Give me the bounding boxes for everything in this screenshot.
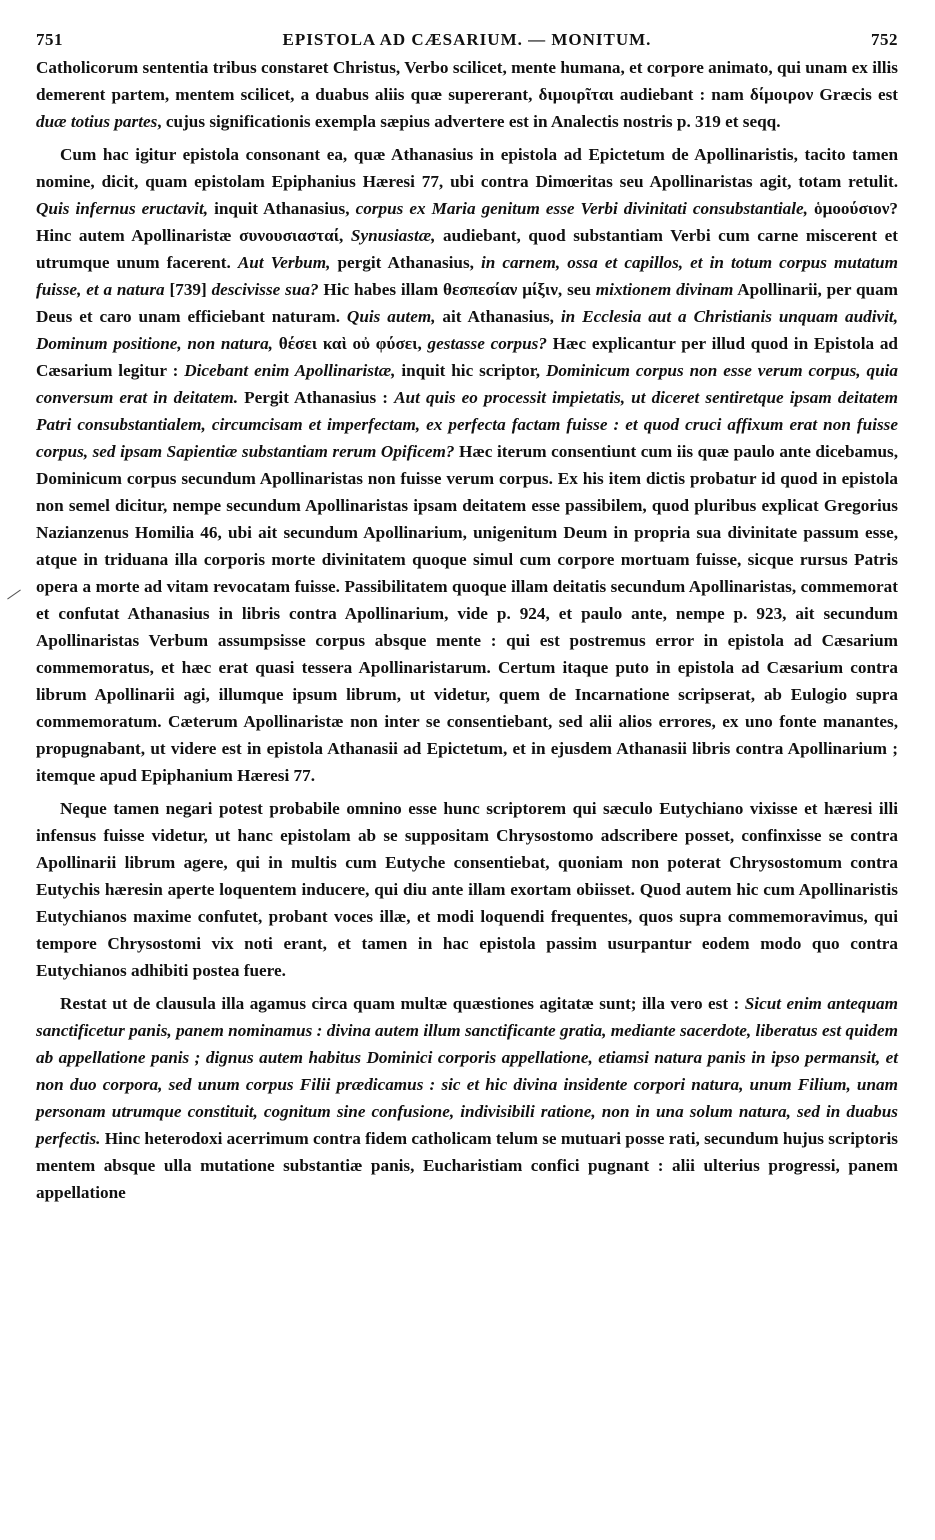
text-run: ait Athanasius, bbox=[435, 307, 561, 326]
document-page bbox=[36, 30, 898, 1212]
text-run: inquit Athanasius, bbox=[208, 199, 356, 218]
italic-run: descivisse sua? bbox=[211, 280, 319, 299]
italic-run: Synusiastæ, bbox=[350, 226, 436, 245]
italic-run: Quis autem, bbox=[346, 307, 436, 326]
page-number-right: 752 bbox=[870, 30, 898, 49]
text-run: ὁμοούσιον? Hinc autem Apollinaristæ συνουσιασταί, bbox=[36, 199, 898, 245]
text-run: , cujus significationis exempla sæpius advertere est in Analectis nostris p. 319 et seqq. bbox=[157, 112, 781, 131]
italic-run: Dominicum corpus non esse verum corpus, quia conversum erat in deitatem. bbox=[36, 361, 899, 407]
text-run: Apollinarii, per quam Deus et caro unam efficiebant naturam. bbox=[36, 280, 898, 326]
italic-run: in carnem, ossa et capillos, et in totum corpus mutatum fuisse, et a natura bbox=[36, 253, 898, 299]
italic-run: in Ecclesia aut a Christianis unquam audivit, Dominum positione, non natura, bbox=[36, 307, 898, 353]
italic-run: Quis infernus eructavit, bbox=[36, 199, 209, 218]
italic-run: corpus ex Maria genitum esse Verbi divinitati consubstantiale, bbox=[355, 199, 808, 218]
paragraph-2 bbox=[36, 141, 898, 789]
italic-run: Dicebant enim Apollinaristæ, bbox=[184, 361, 396, 380]
body-text bbox=[36, 54, 898, 1206]
text-run: Hinc heterodoxi acerrimum contra fidem catholicam telum se mutuari posse rati, secundum hujus scriptoris mentem absque ulla mutatione substantiæ panis, Eucharistiam confici pugnant : alii ulterius progressi, panem appellatione bbox=[36, 1129, 898, 1202]
text-run: audiebant, quod substantiam Verbi cum carne miscerent et utrumque unum facerent. bbox=[36, 226, 898, 272]
page-number-left: 751 bbox=[36, 30, 63, 49]
text-run: Hæc explicantur per illud quod in Epistola ad Cæsarium legitur : bbox=[36, 334, 898, 380]
italic-run: duæ totius partes bbox=[36, 112, 158, 131]
running-title: EPISTOLA AD CÆSARIUM. — MONITUM. bbox=[282, 30, 652, 49]
italic-run: gestasse corpus? bbox=[427, 334, 547, 353]
text-run: Pergit Athanasius : bbox=[238, 388, 395, 407]
text-run: Restat ut de clausula illa agamus circa quam multæ quæstiones agitatæ sunt; illa vero est : bbox=[60, 994, 745, 1013]
paragraph-4 bbox=[36, 990, 898, 1206]
italic-run: mixtionem divinam bbox=[595, 280, 734, 299]
paragraph-1 bbox=[36, 54, 898, 135]
italic-run: Aut Verbum, bbox=[237, 253, 331, 272]
text-run: inquit hic scriptor, bbox=[395, 361, 546, 380]
margin-pen-mark bbox=[7, 590, 21, 600]
text-run: Hic habes illam θεσπεσίαν μίξιν, seu bbox=[318, 280, 596, 299]
text-run: Cum hac igitur epistola consonant ea, quæ Athanasius in epistola ad Epictetum de Apollinaristis, tacito tamen nomine, dicit, quam epistolam Epiphanius Hæresi 77, ubi contra Dimœritas seu Apollinaristas agit, totam retulit. bbox=[36, 145, 898, 191]
text-run: Neque tamen negari potest probabile omnino esse hunc scriptorem qui sæculo Eutychiano vixisse et hæresi illi infensus fuisse videtur, ut hanc epistolam ab se suppositam Chrysostomo adscribere posset, confinxisse se contra Apollinarii librum agere, qui in multis cum Eutyche consentiebat, quoniam non poterat Chrysostomum contra Eutychis hæresin aperte loquentem inducere, qui diu ante illam exortam obiisset. Quod autem hic cum Apollinaristis Eutychianos maxime confutet, probant voces illæ, et modi loquendi frequentes, quos supra commemoravimus, qui tempore Chrysostomi vix noti erant, et tamen in hac epistola passim usurpantur eodem modo quo contra Eutychianos adhibiti postea fuere. bbox=[36, 799, 898, 980]
text-run: pergit Athanasius, bbox=[330, 253, 482, 272]
italic-run: Aut quis eo processit impietatis, ut diceret sentiretque ipsam deitatem Patri consubstantialem, circumcisam et imperfectam, ex perfecta factam fuisse : et quod cruci affixum erat non fuisse corpus, sed ipsam Sapientiæ substantiam rerum Opificem? bbox=[36, 388, 898, 461]
text-run: [739] bbox=[164, 280, 212, 299]
italic-run: Sicut enim antequam sanctificetur panis, panem nominamus : divina autem illum sanctificante gratia, mediante sacerdote, liberatus est quidem ab appellatione panis ; dignus autem habitus Dominici corporis appellatione, etiamsi natura panis in ipso permansit, et non duo corpora, sed unum corpus Filii prædicamus : sic et hic divina insidente corpori natura, unum Filium, unam personam utrumque constituit, cognitum sine confusione, indivisibili ratione, non in una solum natura, sed in duabus perfectis. bbox=[36, 994, 898, 1148]
text-run: Hæc iterum consentiunt cum iis quæ paulo ante dicebamus, Dominicum corpus secundum Apollinaristas non fuisse verum corpus. Ex his item dictis probatur id quod in epistola non semel dicitur, nempe secundum Apollinaristas ipsam deitatem esse passibilem, quod pluribus explicat Gregorius Nazianzenus Homilia 46, ubi ait secundum Apollinarium, unigenitum Deum in propria sua divinitate passum esse, atque in triduana illa corporis morte divinitatem quoque simul cum corpore mortuam fuisse, sicque rursus Patris opera a morte ad vitam revocatam fuisse. Passibilitatem quoque illam deitatis secundum Apollinaristas, commemorat et confutat Athanasius in libris contra Apollinarium, vide p. 924, et paulo ante, nempe p. 923, ait secundum Apollinaristas Verbum assumpsisse corpus absque mente : qui est postremus error in epistola ad Cæsarium commemoratus, et hæc erat quasi tessera Apollinaristarum. Certum itaque puto in epistola ad Cæsarium contra librum Apollinarii agi, illumque ipsum librum, ut videtur, quem de Incarnatione scripserat, ab Eulogio supra commemoratum. Cæterum Apollinaristæ non inter se consentiebant, sed alii alios errores, ex uno fonte manantes, propugnabant, ut videre est in epistola Athanasii ad Epictetum, et in ejusdem Athanasii libris contra Apollinarium ; itemque apud Epiphanium Hæresi 77. bbox=[36, 442, 898, 785]
running-header bbox=[36, 30, 898, 56]
paragraph-3 bbox=[36, 795, 898, 984]
text-run: Catholicorum sententia tribus constaret Christus, Verbo scilicet, mente humana, et corpore animato, qui unam ex illis demerent partem, mentem scilicet, a duabus aliis quæ supererant, διμοιρῖται audiebant : nam δίμοιρον Græcis est bbox=[36, 58, 898, 104]
text-run: θέσει καὶ οὐ φύσει, bbox=[272, 334, 428, 353]
